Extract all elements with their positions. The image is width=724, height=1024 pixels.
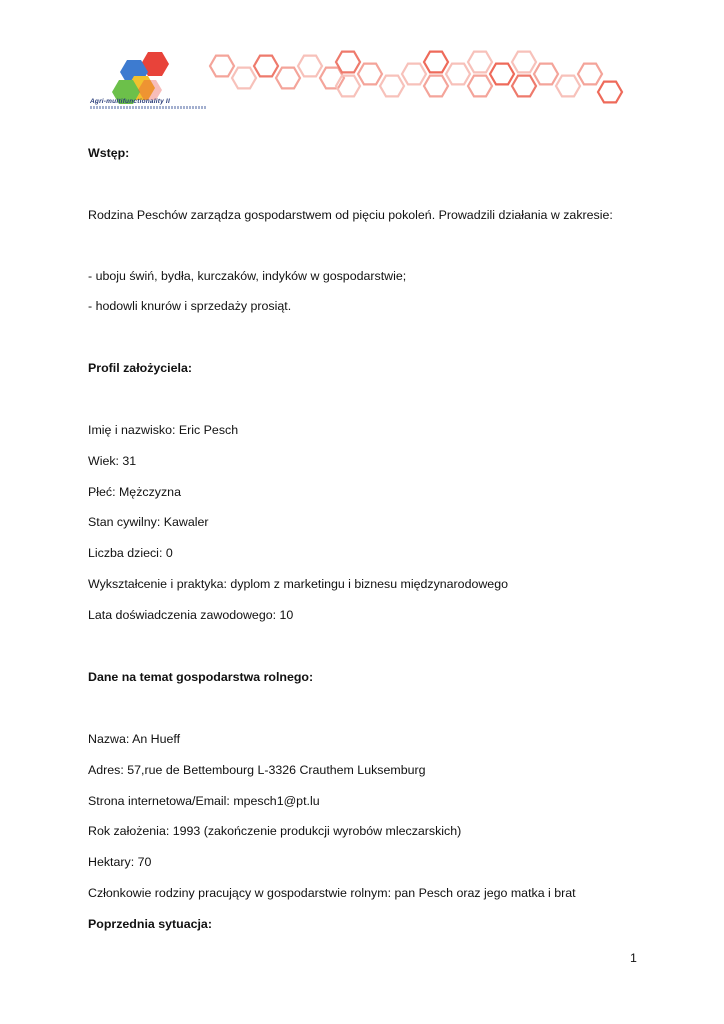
founder-field: Wiek: 31 <box>88 454 137 468</box>
farm-field: Hektary: 70 <box>88 855 152 869</box>
farm-field: Członkowie rodziny pracujący w gospodarstwie rolnym: pan Pesch oraz jego matka i brat <box>88 886 576 900</box>
founder-field: Lata doświadczenia zawodowego: 10 <box>88 608 294 622</box>
founder-field: Wykształcenie i praktyka: dyplom z marketingu i biznesu międzynarodowego <box>88 577 508 591</box>
farm-field: Rok założenia: 1993 (zakończenie produkcji wyrobów mleczarskich) <box>88 824 462 838</box>
farm-field: Adres: 57,rue de Bettembourg L-3326 Crauthem Luksemburg <box>88 763 426 777</box>
page-header <box>0 0 724 130</box>
agri-multifunctionality-logo <box>86 50 212 122</box>
activity-item: - uboju świń, bydła, kurczaków, indyków w gospodarstwie; <box>88 269 407 283</box>
section-heading-intro: Wstęp: <box>88 146 130 160</box>
section-heading-previous: Poprzednia sytuacja: <box>88 917 212 931</box>
logo-text: Agri-multifunctionality II <box>90 98 170 105</box>
farm-field: Strona internetowa/Email: mpesch1@pt.lu <box>88 794 320 808</box>
hexagon-decoration <box>196 44 636 114</box>
section-heading-founder: Profil założyciela: <box>88 361 192 375</box>
section-heading-farm: Dane na temat gospodarstwa rolnego: <box>88 670 314 684</box>
intro-paragraph: Rodzina Peschów zarządza gospodarstwem od pięciu pokoleń. Prowadzili działania w zakresie: <box>88 208 613 222</box>
page-number: 1 <box>630 951 637 965</box>
activity-item: - hodowli knurów i sprzedaży prosiąt. <box>88 299 292 313</box>
founder-field: Imię i nazwisko: Eric Pesch <box>88 423 239 437</box>
founder-field: Liczba dzieci: 0 <box>88 546 173 560</box>
founder-field: Płeć: Mężczyzna <box>88 485 181 499</box>
logo-tagline-decoration <box>90 106 206 109</box>
founder-field: Stan cywilny: Kawaler <box>88 515 209 529</box>
farm-field: Nazwa: An Hueff <box>88 732 181 746</box>
